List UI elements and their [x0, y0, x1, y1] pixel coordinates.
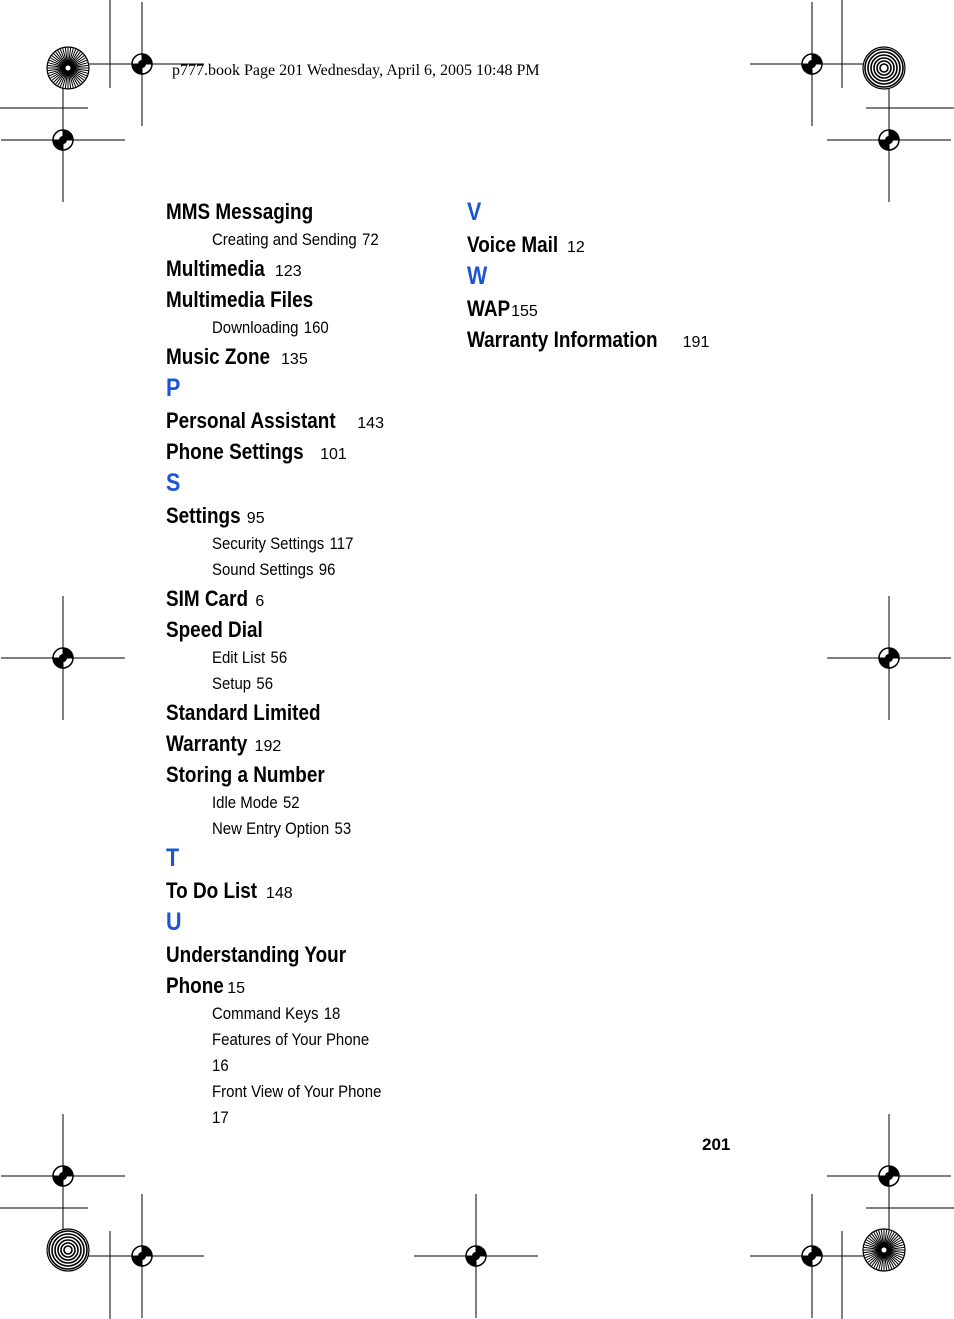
- index-letter-u: U: [166, 908, 182, 936]
- index-page-ref: 101: [320, 446, 347, 463]
- index-subterm-label: Downloading: [212, 318, 299, 337]
- index-letter-v: V: [467, 198, 482, 226]
- index-subterm: [212, 531, 400, 557]
- index-page-ref: 191: [682, 334, 710, 351]
- index-subterm-label: Creating and Sending: [212, 230, 357, 249]
- index-term: [166, 341, 426, 372]
- registration-target-center: [59, 1172, 67, 1180]
- index-subterm: [212, 1079, 400, 1105]
- index-page-ref: 56: [256, 674, 274, 693]
- index-column-right: [467, 196, 787, 355]
- index-term: [166, 759, 426, 790]
- index-page-ref: 56: [270, 648, 288, 667]
- index-term: [166, 436, 426, 467]
- index-page-ref: 160: [303, 318, 329, 337]
- index-page-ref: 96: [318, 560, 336, 579]
- index-page-ref: 123: [274, 263, 302, 280]
- starburst-center: [66, 66, 71, 71]
- index-subterm: [212, 1053, 400, 1079]
- index-term: [467, 293, 787, 324]
- index-term: [166, 614, 426, 645]
- index-page-ref: 155: [511, 303, 538, 320]
- index-term: [166, 405, 426, 436]
- index-term: [467, 229, 787, 260]
- index-term-label: Multimedia: [166, 256, 265, 281]
- index-page-ref: 6: [255, 593, 265, 610]
- index-term-label: Understanding Your: [166, 942, 347, 967]
- index-page-ref: 18: [323, 1004, 341, 1023]
- registration-target-center: [885, 654, 893, 662]
- registration-target-center: [808, 60, 816, 68]
- index-term-label: Warranty: [166, 731, 248, 756]
- index-page-ref: 53: [334, 819, 352, 838]
- index-page-ref: 117: [329, 534, 354, 553]
- index-term: [166, 875, 426, 906]
- page-number: 201: [702, 1135, 731, 1154]
- index-term-label: Settings: [166, 503, 241, 528]
- index-term-label: Phone: [166, 973, 224, 998]
- registration-target-center: [59, 136, 67, 144]
- index-term-label: Personal Assistant: [166, 408, 336, 433]
- index-subterm-label: 16: [212, 1056, 229, 1075]
- registration-target-center: [808, 1252, 816, 1260]
- index-term: [467, 324, 787, 355]
- index-page-ref: 148: [265, 885, 293, 902]
- index-term-label: Multimedia Files: [166, 287, 314, 312]
- index-column-left: [166, 196, 426, 1131]
- index-subterm-label: 17: [212, 1108, 229, 1127]
- index-subterm: [212, 557, 400, 583]
- index-page-ref: 72: [362, 230, 379, 249]
- index-subterm-label: Security Settings: [212, 534, 325, 553]
- index-term: [166, 253, 426, 284]
- index-page-ref: 15: [227, 980, 246, 997]
- index-term-label: Storing a Number: [166, 762, 325, 787]
- index-term-label: SIM Card: [166, 586, 249, 611]
- index-term-label: Speed Dial: [166, 617, 263, 642]
- index-subterm-label: Command Keys: [212, 1004, 319, 1023]
- index-subterm-label: Setup: [212, 674, 252, 693]
- index-letter-w: W: [467, 262, 488, 290]
- index-subterm-label: New Entry Option: [212, 819, 330, 838]
- index-subterm-label: Features of Your Phone: [212, 1030, 370, 1049]
- index-letter-p: P: [166, 374, 181, 402]
- registration-target-center: [885, 136, 893, 144]
- registration-target-center: [59, 654, 67, 662]
- registration-target-center: [138, 60, 146, 68]
- index-term-label: Standard Limited: [166, 700, 321, 725]
- index-subterm: [212, 1027, 400, 1053]
- index-page-ref: 12: [566, 239, 585, 256]
- index-page-ref: 52: [282, 793, 300, 812]
- index-term-label: Phone Settings: [166, 439, 304, 464]
- index-term-label: Music Zone: [166, 344, 271, 369]
- index-subterm-label: Front View of Your Phone: [212, 1082, 382, 1101]
- index-term-label: To Do List: [166, 878, 258, 903]
- index-term-label: MMS Messaging: [166, 199, 314, 224]
- index-term: [166, 284, 426, 315]
- registration-moire: [47, 1229, 89, 1271]
- registration-target-center: [885, 1172, 893, 1180]
- registration-target-center: [472, 1252, 480, 1260]
- index-term-label: Warranty Information: [467, 327, 658, 352]
- index-term: [166, 500, 426, 531]
- index-subterm: [212, 1001, 400, 1027]
- registration-moire: [863, 47, 905, 89]
- index-subterm: [212, 1105, 400, 1131]
- index-term: [166, 970, 426, 1001]
- index-term: [166, 728, 426, 759]
- print-header: p777.book Page 201 Wednesday, April 6, 2005 10:48 PM: [172, 62, 540, 79]
- index-subterm: [212, 227, 400, 253]
- index-page-ref: 192: [254, 738, 282, 755]
- index-term: [166, 939, 426, 970]
- index-term-label: WAP: [467, 296, 511, 321]
- index-subterm: [212, 315, 400, 341]
- index-subterm-label: Sound Settings: [212, 560, 314, 579]
- starburst-center: [882, 1248, 887, 1253]
- index-term: [166, 196, 426, 227]
- index-page-ref: 143: [357, 415, 384, 432]
- index-subterm: [212, 790, 400, 816]
- index-page-ref: 95: [246, 510, 265, 527]
- registration-target-center: [138, 1252, 146, 1260]
- index-subterm: [212, 671, 400, 697]
- index-page-ref: 135: [281, 351, 308, 368]
- index-term: [166, 697, 426, 728]
- index-term-label: Voice Mail: [467, 232, 559, 257]
- index-subterm-label: Idle Mode: [212, 793, 278, 812]
- index-subterm-label: Edit List: [212, 648, 266, 667]
- index-term: [166, 583, 426, 614]
- index-subterm: [212, 816, 400, 842]
- index-subterm: [212, 645, 400, 671]
- index-letter-s: S: [166, 469, 181, 497]
- index-letter-t: T: [166, 844, 180, 872]
